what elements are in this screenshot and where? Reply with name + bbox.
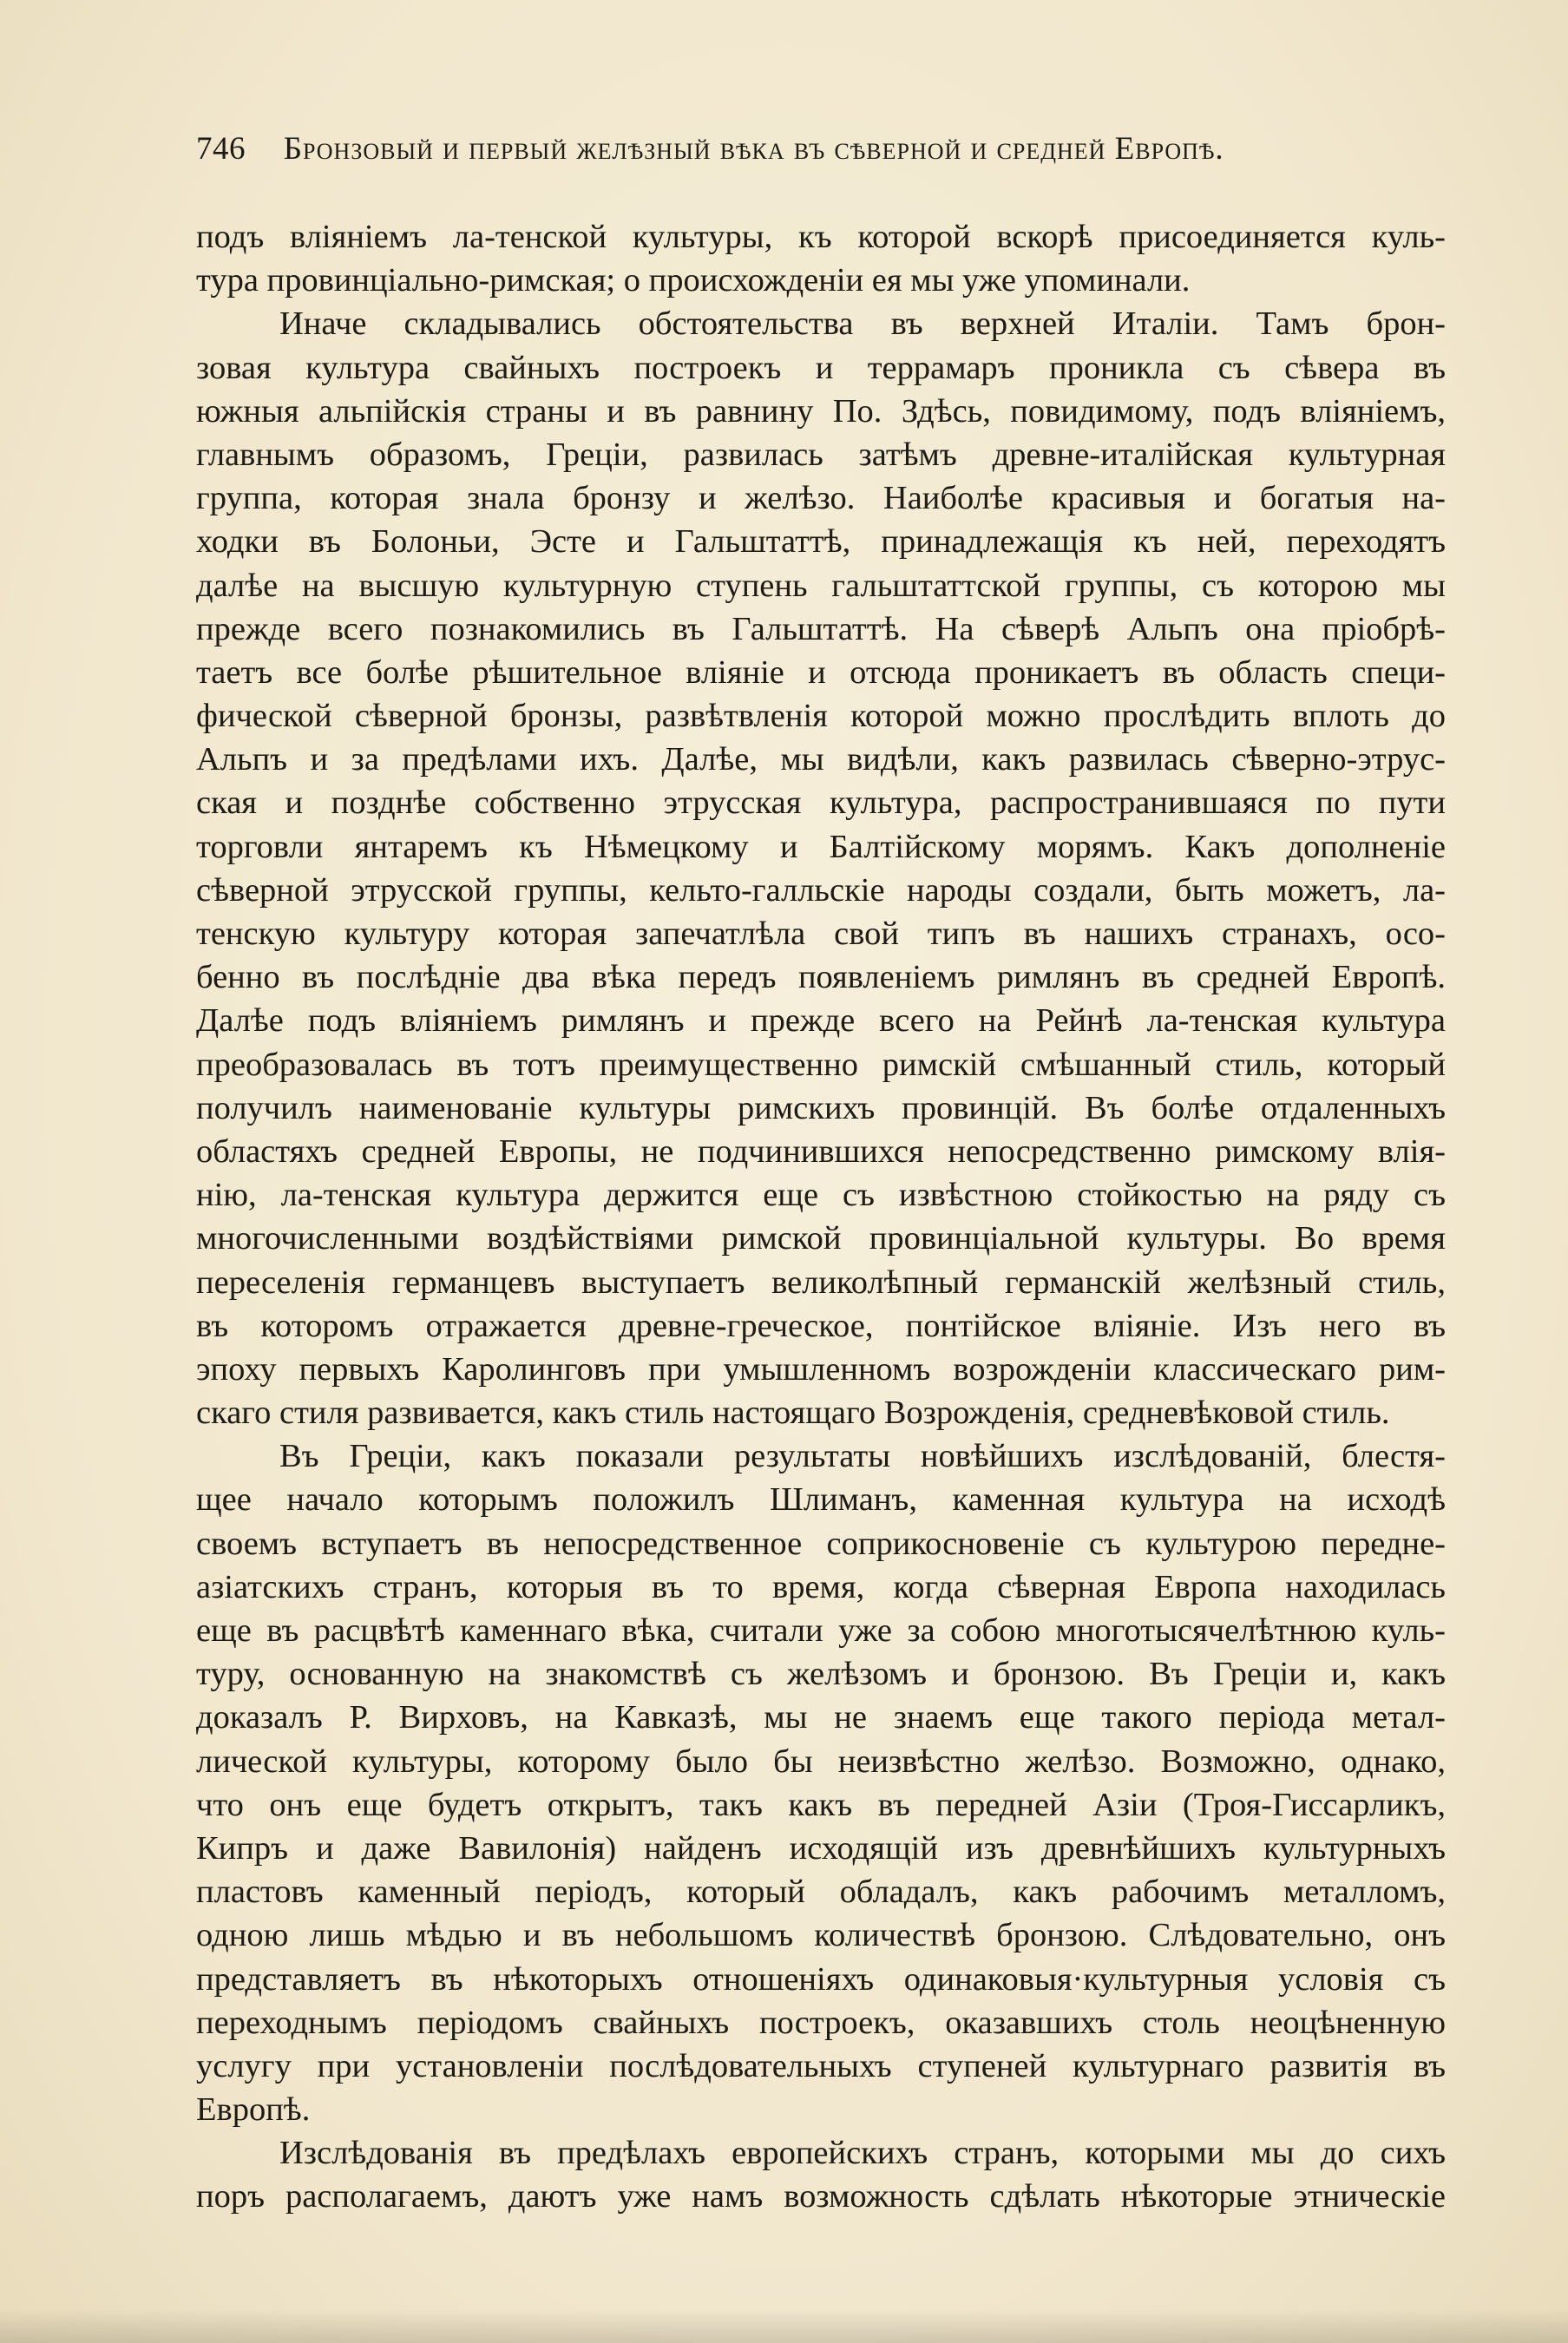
- text-line: Изслѣдованія въ предѣлахъ европейскихъ странъ, которыми мы до сихъ: [279, 2135, 1446, 2172]
- text-line: Европѣ.: [196, 2091, 311, 2129]
- text-line: въ которомъ отражается древне-греческое, понтійское вліяніе. Изъ него въ: [196, 1307, 1446, 1344]
- text-line: зовая культура свайныхъ построекъ и террамаръ проникла съ сѣвера въ: [196, 349, 1446, 386]
- text-line: группа, которая знала бронзу и желѣзо. Наиболѣе красивыя и богатыя на-: [196, 480, 1446, 517]
- text-line: переселенія германцевъ выступаетъ великолѣпный германскій желѣзный стиль,: [196, 1263, 1446, 1301]
- paragraph: [196, 1434, 1446, 2131]
- paragraph: [196, 2131, 1446, 2218]
- text-line: Далѣе подъ вліяніемъ римлянъ и прежде всего на Рейнѣ ла-тенская культура: [196, 1002, 1446, 1040]
- text-line: что онъ еще будетъ открытъ, такъ какъ въ передней Азіи (Троя-Гиссарликъ,: [196, 1786, 1446, 1823]
- text-line: южныя альпійскія страны и въ равнину По. Здѣсь, повидимому, подъ вліяніемъ,: [196, 392, 1446, 430]
- text-line: еще въ расцвѣтѣ каменнаго вѣка, считали уже за собою многотысячелѣтнюю куль-: [196, 1612, 1446, 1649]
- text-line: подъ вліяніемъ ла-тенской культуры, къ которой вскорѣ присоединяется куль-: [196, 219, 1446, 255]
- text-line: скаго стиля развивается, какъ стиль настоящаго Возрожденія, средневѣковой стиль.: [196, 1395, 1390, 1432]
- text-line: нію, ла-тенская культура держится еще съ извѣстною стойкостью на ряду съ: [196, 1177, 1446, 1214]
- text-line: щее начало которымъ положилъ Шлиманъ, каменная культура на исходѣ: [196, 1481, 1446, 1519]
- text-line: пластовъ каменный періодъ, который обладалъ, какъ рабочимъ металломъ,: [196, 1874, 1446, 1911]
- text-line: азіатскихъ странъ, которыя въ то время, когда сѣверная Европа находилась: [196, 1568, 1446, 1605]
- text-line: тенскую культуру которая запечатлѣла свой типъ въ нашихъ странахъ, осо-: [196, 916, 1446, 952]
- page-number: 746: [196, 131, 246, 167]
- text-line: туру, основанную на знакомствѣ съ желѣзомъ и бронзою. Въ Греціи и, какъ: [196, 1656, 1446, 1693]
- text-line: Альпъ и за предѣлами ихъ. Далѣе, мы видѣли, какъ развилась сѣверно-этрус-: [196, 741, 1446, 778]
- text-line: услугу при установленіи послѣдовательныхъ ступеней культурнаго развитія въ: [196, 2047, 1446, 2084]
- text-line: преобразовалась въ тотъ преимущественно римскій смѣшанный стиль, который: [196, 1046, 1446, 1083]
- text-line: Иначе складывались обстоятельства въ верхней Италіи. Тамъ брон-: [279, 305, 1446, 343]
- text-line: переходнымъ періодомъ свайныхъ построекъ, оказавшихъ столь неоцѣненную: [196, 2004, 1446, 2041]
- text-line: Кипръ и даже Вавилонія) найденъ исходящій изъ древнѣйшихъ культурныхъ: [196, 1829, 1446, 1867]
- text-line: поръ располагаемъ, даютъ уже намъ возможность сдѣлать нѣкоторые этническіе: [196, 2178, 1446, 2215]
- page-edge-shadow: [0, 2308, 1568, 2343]
- text-line: главнымъ образомъ, Греціи, развилась затѣмъ древне-италійская культурная: [196, 436, 1446, 473]
- running-head: [196, 130, 1446, 174]
- text-line: бенно въ послѣдніе два вѣка передъ появленіемъ римлянъ въ средней Европѣ.: [196, 959, 1446, 996]
- text-line: областяхъ средней Европы, не подчинившихся непосредственно римскому влія-: [196, 1132, 1446, 1170]
- text-line: своемъ вступаетъ въ непосредственное соприкосновеніе съ культурою передне-: [196, 1525, 1446, 1562]
- running-title: Бронзовый и первый желѣзный вѣка въ сѣверной и средней Европѣ.: [283, 131, 1224, 167]
- text-line: ходки въ Болоньи, Эсте и Гальштаттѣ, принадлежащія къ ней, переходятъ: [196, 523, 1446, 561]
- text-line: представляетъ въ нѣкоторыхъ отношеніяхъ одинаковыя·культурныя условія съ: [196, 1960, 1446, 1998]
- text-line: сѣверной этрусской группы, кельто-галльскіе народы создали, быть можетъ, ла-: [196, 871, 1446, 909]
- text-line: ская и позднѣе собственно этрусская культура, распространившаяся по пути: [196, 784, 1446, 822]
- text-line: доказалъ Р. Вирховъ, на Кавказѣ, мы не знаемъ еще такого періода метал-: [196, 1699, 1446, 1736]
- text-line: лической культуры, которому было бы неизвѣстно желѣзо. Возможно, однако,: [196, 1742, 1446, 1780]
- text-line: одною лишь мѣдью и въ небольшомъ количествѣ бронзою. Слѣдовательно, онъ: [196, 1917, 1446, 1954]
- text-line: таетъ все болѣе рѣшительное вліяніе и отсюда проникаетъ въ область специ-: [196, 653, 1446, 691]
- text-line: получилъ наименованіе культуры римскихъ провинцій. Въ болѣе отдаленныхъ: [196, 1089, 1446, 1126]
- text-line: тура провинціально-римская; о происхожденіи ея мы уже упоминали.: [196, 262, 1191, 299]
- text-line: прежде всего познакомились въ Гальштаттѣ. На сѣверѣ Альпъ она пріобрѣ-: [196, 610, 1446, 647]
- text-line: торговли янтаремъ къ Нѣмецкому и Балтійскому морямъ. Какъ дополненіе: [196, 828, 1446, 865]
- paragraph: [196, 302, 1446, 1434]
- body-text: [196, 215, 1446, 2219]
- text-line: Въ Греціи, какъ показали результаты новѣйшихъ изслѣдованій, блестя-: [279, 1438, 1446, 1475]
- text-line: далѣе на высшую культурную ступень гальштаттской группы, съ которою мы: [196, 567, 1446, 604]
- text-line: фической сѣверной бронзы, развѣтвленія которой можно прослѣдить вплоть до: [196, 698, 1446, 735]
- text-line: эпоху первыхъ Каролинговъ при умышленномъ возрожденіи классическаго рим-: [196, 1350, 1446, 1388]
- paragraph: [196, 215, 1446, 302]
- text-line: многочисленными воздѣйствіями римской провинціальной культуры. Во время: [196, 1220, 1446, 1257]
